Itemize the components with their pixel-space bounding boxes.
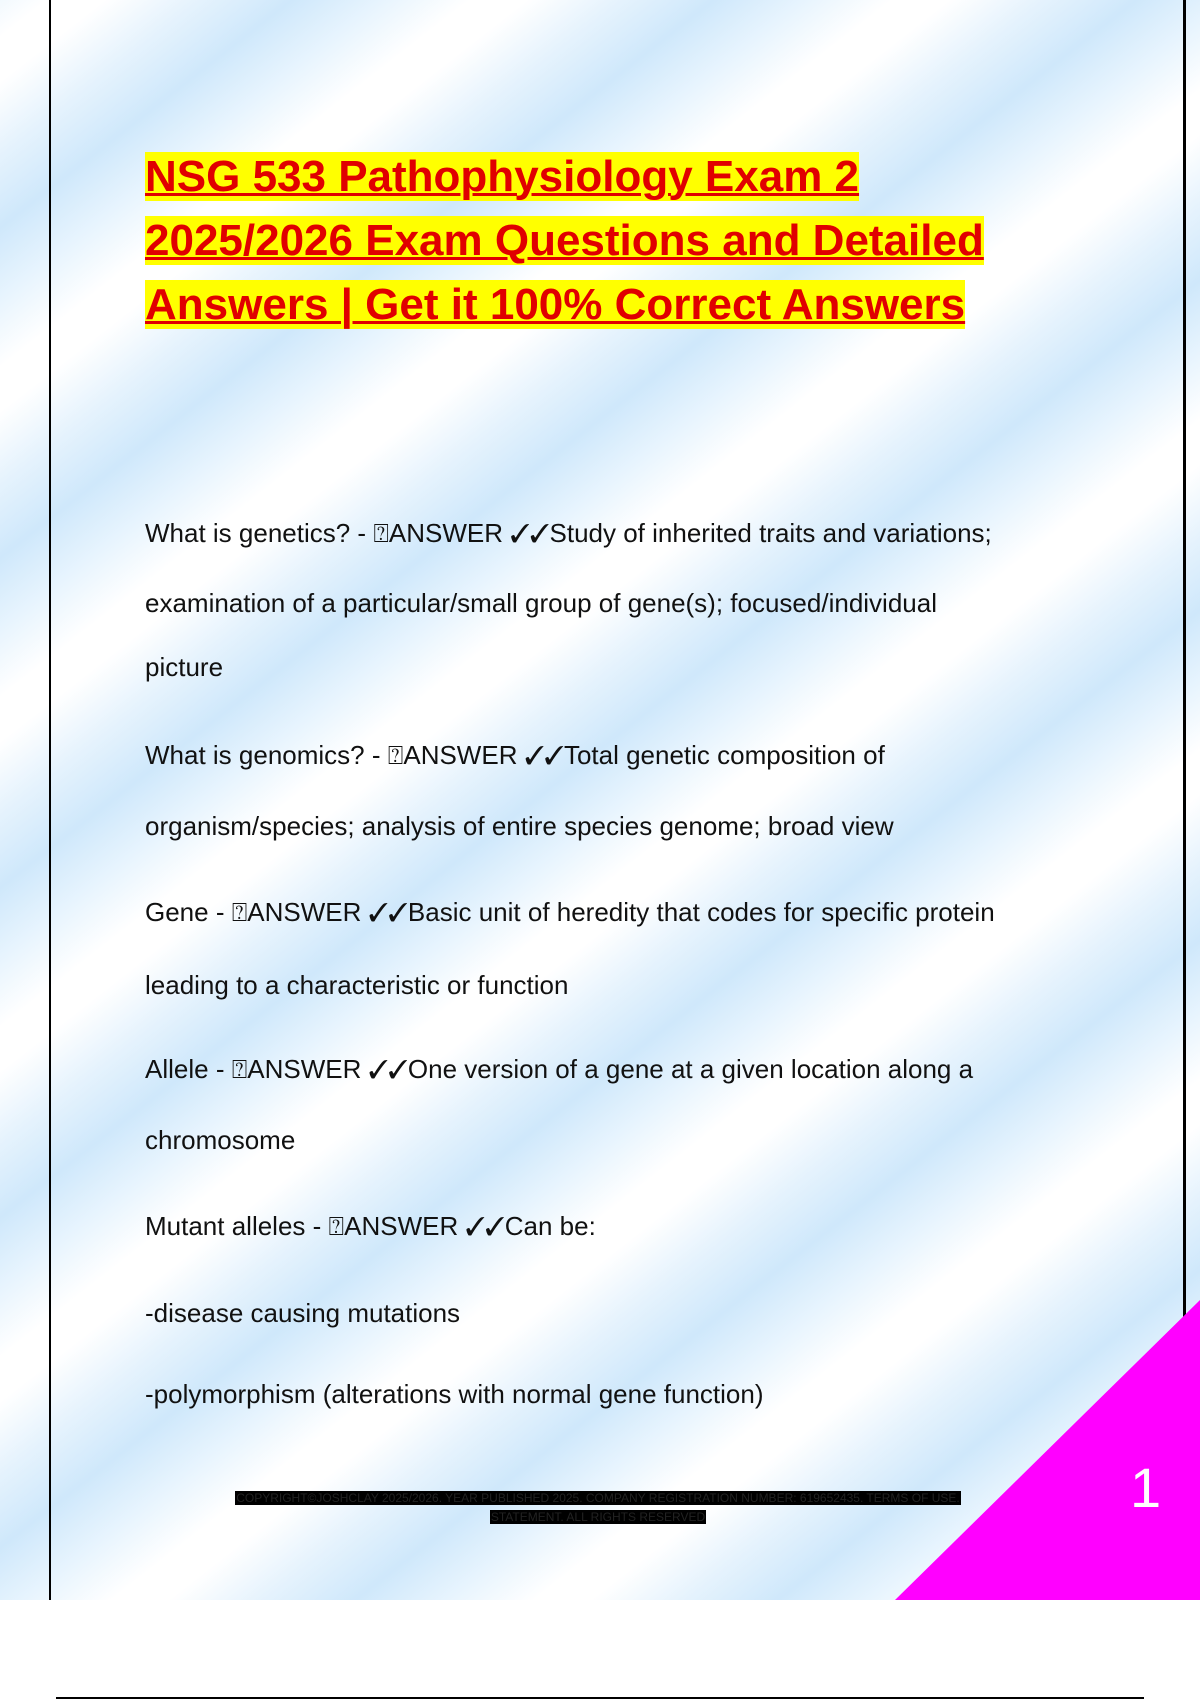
page-corner-triangle bbox=[895, 1300, 1200, 1600]
title-line-3: Answers | Get it 100% Correct Answers bbox=[145, 280, 966, 329]
title-line-2: 2025/2026 Exam Questions and Detailed bbox=[145, 216, 984, 265]
qa-line: Gene - ⍰ANSWER ✓✓Basic unit of heredity that codes for specific protein bbox=[145, 897, 995, 927]
qa-line: What is genetics? - ⍰ANSWER ✓✓Study of inherited traits and variations; bbox=[145, 518, 992, 548]
page-number: 1 bbox=[1130, 1456, 1162, 1519]
qa-entry-mutant-alleles bbox=[145, 1211, 1095, 1243]
qa-line: Allele - ⍰ANSWER ✓✓One version of a gene at a given location along a bbox=[145, 1054, 974, 1084]
qa-line: examination of a particular/small group of gene(s); focused/individual bbox=[145, 588, 937, 618]
qa-entry-genetics bbox=[145, 518, 1095, 683]
copyright-line-2: STATEMENT. ALL RIGHTS RESERVED bbox=[490, 1510, 706, 1524]
qa-entry-gene bbox=[145, 897, 1095, 1001]
document-title bbox=[145, 145, 1095, 337]
qa-line: leading to a characteristic or function bbox=[145, 970, 569, 1000]
qa-line: Mutant alleles - ⍰ANSWER ✓✓Can be: bbox=[145, 1211, 596, 1241]
qa-line: -disease causing mutations bbox=[145, 1298, 461, 1328]
qa-line: organism/species; analysis of entire species genome; broad view bbox=[145, 811, 894, 841]
qa-line: What is genomics? - ⍰ANSWER ✓✓Total genetic composition of bbox=[145, 740, 885, 770]
title-line-1: NSG 533 Pathophysiology Exam 2 bbox=[145, 152, 860, 201]
qa-line: -polymorphism (alterations with normal gene function) bbox=[145, 1379, 764, 1409]
copyright-line-1: COPYRIGHT©JOSHCLAY 2025/2026. YEAR PUBLISHED 2025. COMPANY REGISTRATION NUMBER: 619652435. TERMS OF USE. bbox=[236, 1491, 960, 1505]
qa-entry-genomics bbox=[145, 740, 1095, 842]
qa-entry-allele bbox=[145, 1054, 1095, 1156]
page-border-left bbox=[49, 0, 51, 1600]
qa-line: chromosome bbox=[145, 1125, 296, 1155]
qa-line: picture bbox=[145, 652, 224, 682]
bottom-rule bbox=[56, 1697, 1144, 1699]
copyright-notice bbox=[178, 1489, 1018, 1527]
